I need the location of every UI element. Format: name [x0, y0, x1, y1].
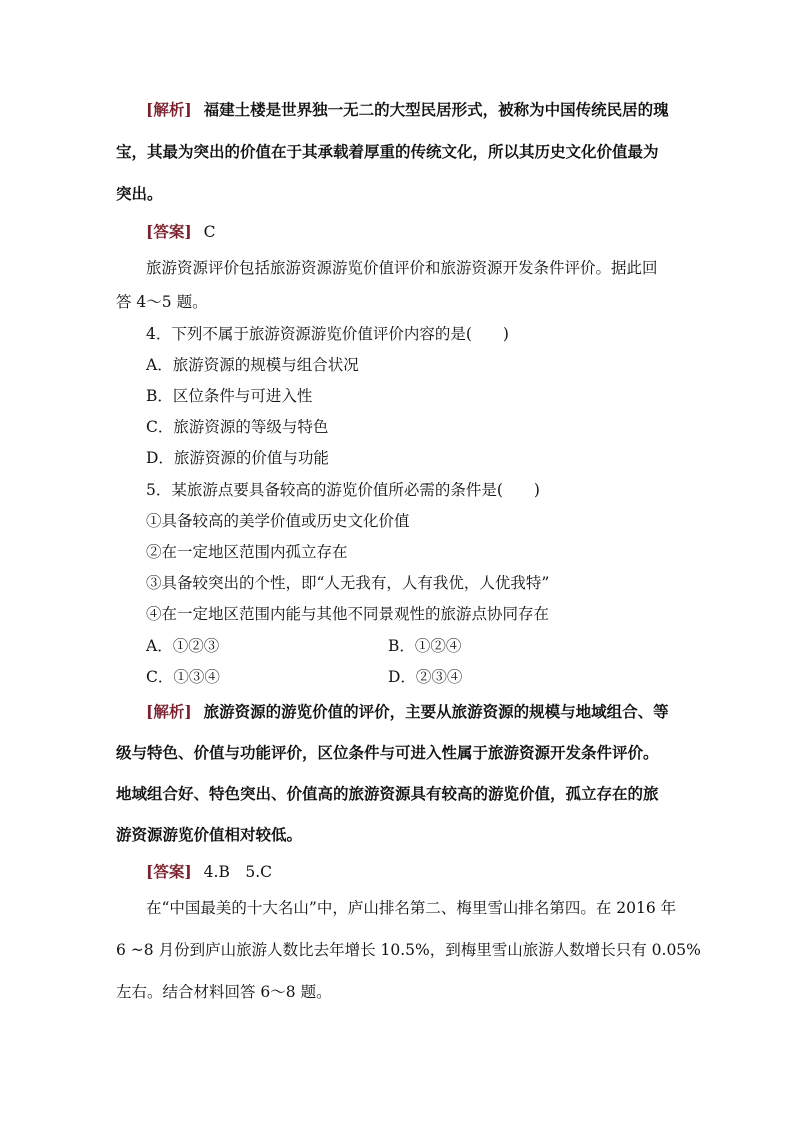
question-5-option-c: C．①③④: [146, 668, 220, 686]
answer-1-value: C: [203, 223, 216, 241]
analysis-1-text-1: 福建土楼是世界独一无二的大型民居形式，被称为中国传统民居的瑰: [203, 100, 669, 119]
question-5-option-b: B．①②④: [388, 637, 462, 655]
question-4-option-c: C．旅游资源的等级与特色: [146, 418, 329, 436]
analysis-2-line-2: 级与特色、价值与功能评价，区位条件与可进入性属于旅游资源开发条件评价。: [116, 743, 659, 762]
question-4-option-d: D．旅游资源的价值与功能: [146, 449, 329, 467]
question-4-stem: 4．下列不属于旅游资源游览价值评价内容的是( ): [146, 325, 509, 343]
answer-2-value: 4.B 5.C: [203, 863, 272, 881]
intro-4-5-line-1: 旅游资源评价包括旅游资源游览价值评价和旅游资源开发条件评价。据此回: [146, 259, 658, 277]
analysis-2-line-3: 地域组合好、特色突出、价值高的旅游资源具有较高的游览价值，孤立存在的旅: [116, 784, 659, 803]
answer-2: [146, 862, 272, 882]
question-5-item-1: ①具备较高的美学价值或历史文化价值: [146, 512, 410, 530]
analysis-tag: [解析]: [146, 100, 192, 119]
answer-tag: [答案]: [146, 222, 192, 241]
question-4-option-a: A．旅游资源的规模与组合状况: [146, 356, 359, 374]
analysis-1-line-2: 宝，其最为突出的价值在于其承载着厚重的传统文化，所以其历史文化价值最为: [116, 142, 659, 161]
analysis-2-text-1: 旅游资源的游览价值的评价，主要从旅游资源的规模与地域组合、等: [203, 702, 669, 721]
analysis-1-line-1: [146, 100, 669, 120]
analysis-2-line-4: 游资源游览价值相对较低。: [116, 825, 303, 844]
answer-1: [146, 222, 216, 242]
intro-4-5-line-2: 答 4～5 题。: [116, 293, 208, 311]
question-5-options-row-2: [146, 667, 463, 687]
question-5-item-4: ④在一定地区范围内能与其他不同景观性的旅游点协同存在: [146, 605, 550, 623]
analysis-2-line-1: [146, 702, 669, 722]
intro-6-8-line-2: 6 ~8 月份到庐山旅游人数比去年增长 10.5%，到梅里雪山旅游人数增长只有 0.05%: [116, 941, 701, 959]
question-4-option-b: B．区位条件与可进入性: [146, 387, 313, 405]
intro-6-8-line-1: 在“中国最美的十大名山”中，庐山排名第二、梅里雪山排名第四。在 2016 年: [146, 899, 677, 917]
question-5-stem: 5．某旅游点要具备较高的游览价值所必需的条件是( ): [146, 481, 540, 499]
question-5-item-2: ②在一定地区范围内孤立存在: [146, 543, 348, 561]
analysis-1-line-3: 突出。: [116, 184, 163, 203]
answer-tag: [答案]: [146, 862, 192, 881]
question-5-option-d: D．②③④: [388, 668, 463, 686]
analysis-tag: [解析]: [146, 702, 192, 721]
question-5-option-a: A．①②③: [146, 637, 220, 655]
question-5-item-3: ③具备较突出的个性，即“人无我有，人有我优，人优我特”: [146, 574, 550, 592]
intro-6-8-line-3: 左右。结合材料回答 6～8 题。: [116, 983, 332, 1001]
question-5-options-row-1: [146, 636, 462, 656]
